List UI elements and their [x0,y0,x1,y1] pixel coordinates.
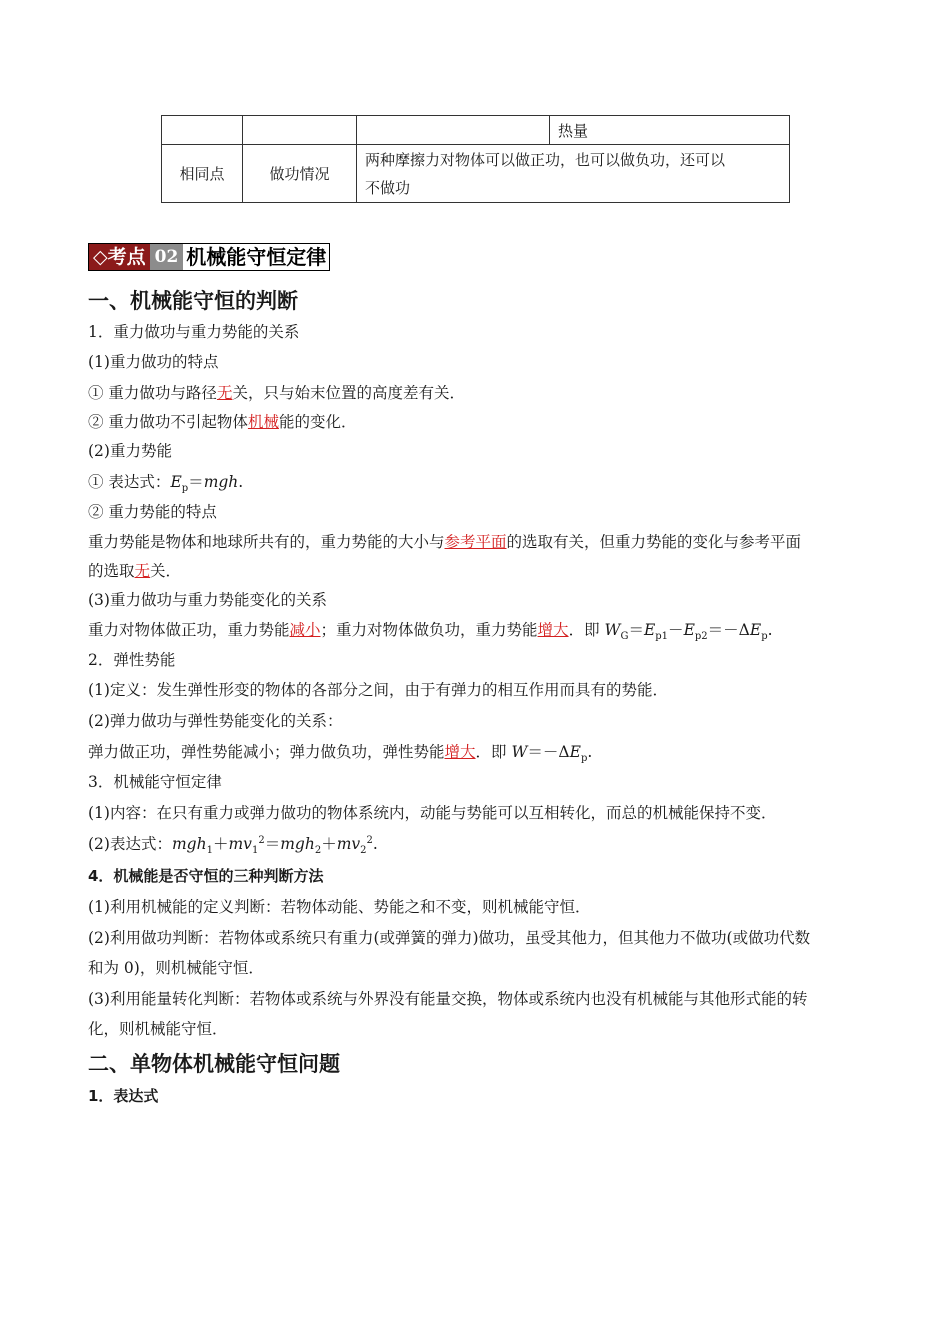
section-heading: 二、单物体机械能守恒问题 [88,1052,340,1076]
cell-line: 不做功 [365,178,411,197]
paragraph: 的选取无关． [88,562,182,580]
paragraph: (1)定义：发生弹性形变的物体的各部分之间，由于有弹力的相互作用而具有的势能． [88,681,668,699]
section-heading: 一、机械能守恒的判断 [88,289,298,313]
answer-blank: 减小 [289,621,321,639]
table-cell [357,145,790,203]
paragraph: ① 重力做功与路径无关，只与始末位置的高度差有关． [88,384,465,402]
paragraph: 化，则机械能守恒． [88,1020,228,1038]
answer-blank: 增大 [537,621,569,639]
paragraph: (2)弹力做功与弹性势能变化的关系： [88,712,343,730]
paragraph: (2)重力势能 [88,442,172,460]
paragraph: 4．机械能是否守恒的三种判断方法 [88,867,324,885]
answer-blank: 无 [216,384,233,402]
table-cell: 热量 [550,116,790,145]
paragraph: 3．机械能守恒定律 [88,773,222,791]
table-cell: 做功情况 [243,145,357,203]
table-cell [357,116,550,145]
badge-number: 02 [150,244,184,270]
table-row [162,145,790,203]
formula-line: 弹力做正功，弹性势能减小；弹力做负功，弹性势能增大．即 $W=-\Delta E_p$. [88,743,593,765]
formula-line: 重力对物体做正功，重力势能减小；重力对物体做负功，重力势能增大．即 $W_G=E_{p1}-E_{p2}=-\Delta E_p$. [88,621,773,643]
answer-blank: 无 [134,562,151,580]
paragraph: 重力势能是物体和地球所共有的，重力势能的大小与参考平面的选取有关，但重力势能的变化与参考平面 [88,533,802,551]
topic-badge [88,243,330,271]
table-cell: 相同点 [162,145,243,203]
paragraph: (2)利用做功判断：若物体或系统只有重力(或弹簧的弹力)做功，虽受其他力，但其他力不做功(或做功代数 [88,929,811,947]
cell-line: 两种摩擦力对物体可以做正功，也可以做负功，还可以 [365,150,726,169]
paragraph: ② 重力做功不引起物体机械能的变化． [88,413,357,431]
friction-comparison-table [161,115,790,203]
paragraph: (1)利用机械能的定义判断：若物体动能、势能之和不变，则机械能守恒． [88,898,591,916]
table-row [162,116,790,145]
badge-prefix: ◇考点 [89,244,150,270]
answer-blank: 增大 [444,743,476,761]
paragraph: 1．表达式 [88,1087,159,1105]
paragraph: (3)重力做功与重力势能变化的关系 [88,591,327,609]
paragraph: (1)内容：在只有重力或弹力做功的物体系统内，动能与势能可以互相转化，而总的机械能保持不变． [88,804,777,822]
table-cell [243,116,357,145]
paragraph: (1)重力做功的特点 [88,353,219,371]
paragraph: (3)利用能量转化判断：若物体或系统与外界没有能量交换，物体或系统内也没有机械能与其他形式能的转 [88,990,808,1008]
paragraph: ② 重力势能的特点 [88,503,217,521]
paragraph: 和为 0)，则机械能守恒． [88,959,264,977]
badge-title: 机械能守恒定律 [183,244,329,270]
formula-line: (2)表达式：$mgh_1+mv_1^2=mgh_2+mv_2^2$. [88,834,378,857]
table-cell [162,116,243,145]
answer-blank: 机械 [247,413,279,431]
answer-blank: 参考平面 [444,533,507,551]
paragraph: 1．重力做功与重力势能的关系 [88,323,300,341]
paragraph: 2．弹性势能 [88,651,176,669]
formula-line: ① 表达式：$E_p=mgh$. [88,473,244,495]
